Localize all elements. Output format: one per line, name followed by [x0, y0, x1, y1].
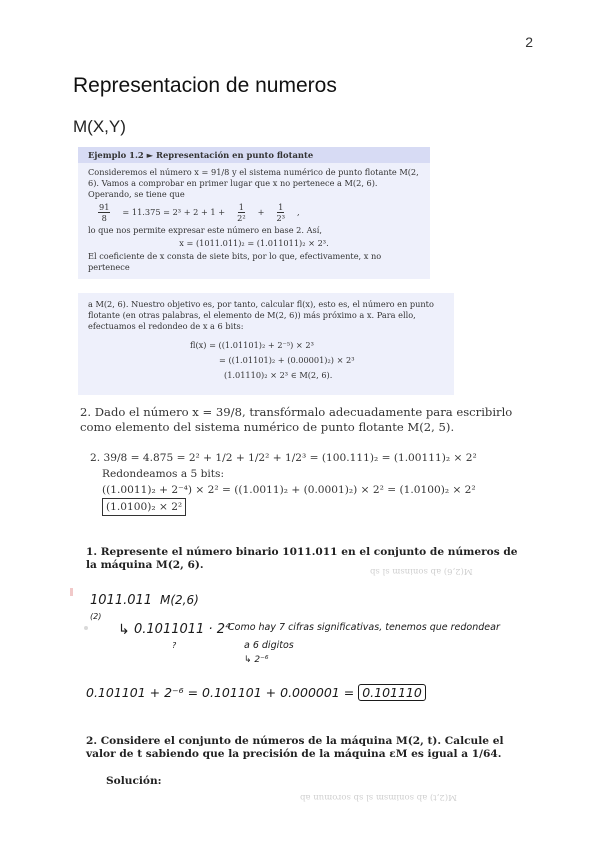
sum-result-box: 0.101110 [358, 684, 426, 701]
sum-expression: 0.101101 + 2⁻⁶ = 0.101101 + 0.000001 = [86, 685, 355, 700]
arrow-icon: ↳ [118, 622, 130, 638]
rounding-equations [190, 338, 444, 383]
example-body [78, 163, 430, 273]
plus-sign: + [257, 207, 265, 217]
handwritten-note-line-2: a 6 digitos [244, 640, 294, 651]
exercise-2: 2. Dado el número x = 39/8, transfórmalo adecuadamente para escribirlo como elemento del sistema numérico de punto flotante M(2, 5). [80, 405, 513, 434]
problem-1: 1. Represente el número binario 1011.011 en el conjunto de números de la máquina M(2, 6). [86, 546, 518, 571]
page-title: Representacion de numeros [73, 74, 337, 97]
bleed-through-text: M(2,t) ab sonimsm sl sb soromun ab [300, 792, 457, 802]
example-continuation-box [78, 293, 454, 395]
example-header: Ejemplo 1.2 ► Representación en punto flotante [78, 147, 430, 163]
example-box [78, 147, 430, 279]
normalized-note: ? [172, 641, 177, 650]
fraction-numerator: 1 [238, 202, 244, 212]
rounding-line-3: (1.01110)₂ × 2³ ∈ M(2, 6). [224, 370, 333, 380]
rounding-line-2: = ((1.01101)₂ + (0.00001)₂) × 2³ [219, 355, 355, 365]
handwritten-number: 1011.011 [90, 593, 153, 608]
handwritten-normalized [134, 622, 230, 652]
problem-2: 2. Considere el conjunto de números de la máquina M(2, t). Calcule el valor de t sabiendo que la precisión de la máquina εM es igual a 1/64. [86, 735, 504, 760]
handwritten-sum [86, 684, 426, 701]
normalized-value: 0.1011011 · 2⁴ [134, 622, 231, 637]
page-number: 2 [525, 34, 533, 50]
handwritten-machine: M(2,6) [160, 593, 199, 607]
fraction-91-8 [98, 202, 110, 223]
ink-dot [84, 626, 88, 630]
rounding-line-1: fl(x) = ((1.01101)₂ + 2⁻⁵) × 2³ [190, 340, 314, 350]
fraction-denominator: 2³ [276, 213, 285, 223]
boxed-result: (1.0100)₂ × 2² [102, 498, 186, 516]
handwritten-base: (2) [90, 612, 102, 621]
fraction-numerator: 1 [278, 202, 284, 212]
example-intro: Consideremos el número x = 91/8 y el sistema numérico de punto flotante M(2, 6). Vamos a comprobar en primer lugar que x no pertenece a M(2, 6). Operando, se tiene que [88, 167, 419, 199]
continuation-text: a M(2, 6). Nuestro objetivo es, por tanto, calcular fl(x), esto es, el número en punto flotante (en otras palabras, el elemento de M(2, 6)) más próximo a x. Para ello, efectuamos el redondeo de x a 6 bits: [88, 299, 434, 331]
solution-label: Solución: [106, 775, 162, 787]
fraction-one-over-four [237, 202, 246, 223]
handwritten-binary-number [90, 593, 152, 623]
fraction-one-over-eight [276, 202, 285, 223]
equation-end: , [296, 207, 300, 217]
fraction-numerator: 91 [99, 202, 110, 212]
exercise-2-solution [90, 450, 530, 516]
solution-line-3: ((1.0011)₂ + 2⁻⁴) × 2² = ((1.0011)₂ + (0.0001)₂) × 2² = (1.0100)₂ × 2² [102, 484, 476, 496]
solution-result [90, 498, 530, 516]
example-equation [88, 202, 420, 223]
example-coefficient-line: El coeficiente de x consta de siete bits, por lo que, efectivamente, x no pertenece [88, 251, 382, 272]
solution-line-2: Redondeamos a 5 bits: [102, 468, 225, 480]
section-subtitle: M(X,Y) [73, 117, 126, 136]
handwritten-note-line-1: Como hay 7 cifras significativas, tenemos que redondear [228, 622, 500, 633]
fraction-denominator: 2² [237, 213, 246, 223]
bleed-through-text: M(2,6) ab soninsm sl sb [370, 566, 473, 576]
example-base-line: lo que nos permite expresar este número en base 2. Así, [88, 225, 322, 235]
example-base-equation: x = (1011.011)₂ = (1.011011)₂ × 2³. [179, 238, 329, 248]
equation-middle: = 11.375 = 2³ + 2 + 1 + [122, 207, 226, 217]
fraction-denominator: 8 [101, 213, 107, 223]
handwritten-note-arrow: ↳ 2⁻⁶ [244, 655, 269, 665]
solution-line-1: 2. 39/8 = 4.875 = 2² + 1/2 + 1/2² + 1/2³ = (100.111)₂ = (1.00111)₂ × 2² [90, 452, 477, 464]
margin-mark [70, 588, 73, 596]
